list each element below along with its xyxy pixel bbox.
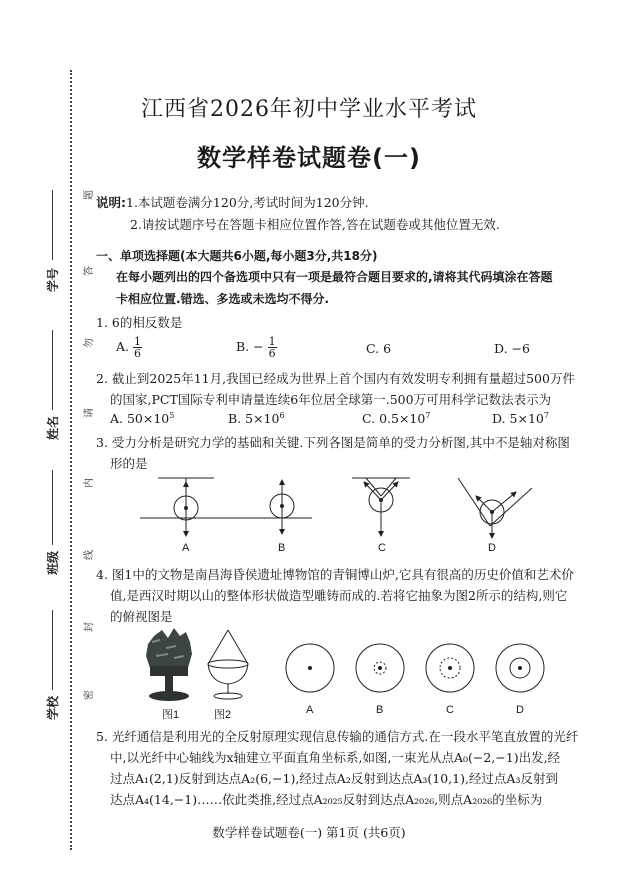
- q3-label-b: B: [278, 542, 286, 554]
- q4-fig2-label: 图2: [214, 709, 232, 721]
- section-instruction-2: 卡相应位置.错选、多选或未选均不得分.: [116, 292, 330, 306]
- q4-line3: 的俯视图是: [110, 609, 173, 624]
- q3-diagram-d: [458, 478, 532, 538]
- q1-option-c: C. 6: [366, 341, 392, 356]
- notes: [96, 193, 369, 211]
- q4-label-c: C: [446, 704, 454, 716]
- q3-label-a: A: [182, 542, 190, 554]
- q1-b-fraction: $\frac{1}{6}$: [268, 335, 276, 360]
- q3-line1: 3. 受力分析是研究力学的基础和关键.下列各图是简单的受力分析图,其中不是轴对称图: [96, 435, 570, 450]
- q4-label-a: A: [306, 704, 314, 716]
- exam-title: 江西省2026年初中学业水平考试: [141, 97, 477, 122]
- q1-a-fraction: $\frac{1}{6}$: [134, 335, 141, 360]
- field-class: 班级: [46, 550, 60, 575]
- q4-figure2-shape: [200, 628, 260, 706]
- field-name: 姓名: [46, 415, 60, 440]
- q4-view-b: [356, 644, 404, 692]
- section-heading: 一、单项选择题(本大题共6小题,每小题3分,共18分): [96, 249, 378, 263]
- q3-diagram-a: [158, 478, 214, 536]
- q3-diagram-b: [140, 480, 312, 534]
- q1-option-d: D. −6: [494, 341, 530, 356]
- q5-line1: 5. 光纤通信是利用光的全反射原理实现信息传输的通信方式.在一段水平笔直放置的光纤: [96, 729, 579, 744]
- q1-option-b: [236, 336, 277, 359]
- q3-diagram-c: [352, 478, 410, 536]
- q4-artifact-photo: [140, 628, 200, 706]
- binding-word-2: 答: [84, 266, 95, 276]
- q4-view-a: [286, 644, 334, 692]
- q5-line4: 达点A₄(14,−1)……依此类推,经过点A₂₀₂₅反射到达点A₂₀₂₆,则点A₂₀₂₆的坐标为: [110, 792, 543, 807]
- notes-label: 说明:: [96, 195, 126, 210]
- q1-stem: 1. 6的相反数是: [96, 315, 183, 330]
- binding-word-4: 请: [84, 408, 95, 418]
- binding-word-8: 密: [84, 690, 95, 700]
- section-instruction-1: 在每小题列出的四个备选项中只有一项是最符合题目要求的,请将其代码填涂在答题: [116, 270, 553, 284]
- q4-label-b: B: [376, 704, 384, 716]
- q4-top-views: [280, 640, 560, 700]
- notes-line1: 1.本试题卷满分120分,考试时间为120分钟.: [126, 195, 369, 210]
- q3-line2: 形的是: [110, 456, 148, 471]
- q2-line1: 2. 截止到2025年11月,我国已经成为世界上首个国内有效发明专利拥有量超过500万件: [96, 371, 575, 386]
- q3-force-diagrams: [140, 470, 540, 560]
- q5-line2: 中,以光纤中心轴线为x轴建立平面直角坐标系,如图,一束光从点A₀(−2,−1)出发,经: [110, 750, 561, 765]
- q3-label-c: C: [378, 542, 386, 554]
- paper-subtitle: 数学样卷试题卷(一): [197, 144, 421, 172]
- notes-line2: 2.请按试题序号在答题卡相应位置作答,答在试题卷或其他位置无效.: [130, 217, 500, 232]
- q4-label-d: D: [516, 704, 524, 716]
- q2-option-a: A. $50\times 10^5$: [110, 411, 175, 427]
- q2-option-d: D. $5\times 10^7$: [492, 411, 549, 427]
- q4-line2: 值,是西汉时期以山的整体形状做造型雕铸而成的.若将它抽象为图2所示的结构,则它: [110, 588, 568, 603]
- q2-option-b: B. $5\times 10^6$: [228, 411, 285, 427]
- q3-label-d: D: [488, 542, 496, 554]
- binding-word-5: 内: [84, 478, 95, 488]
- binding-word-1: 题: [84, 190, 95, 200]
- q4-view-c: [426, 644, 474, 692]
- binding-word-6: 线: [84, 550, 95, 560]
- field-school: 学校: [46, 695, 60, 720]
- field-student-id: 学号: [46, 267, 60, 292]
- q2-line2: 的国家,PCT国际专利申请量连续6年位居全球第一.500万可用科学记数法表示为: [110, 392, 552, 407]
- q1-b-label: B. −: [236, 339, 264, 354]
- q1-a-label: A.: [116, 339, 130, 354]
- q5-line3: 过点A₁(2,1)反射到达点A₂(6,−1),经过点A₂反射到达点A₃(10,1),经过点A₃反射到: [110, 771, 558, 786]
- binding-word-7: 封: [84, 622, 95, 632]
- q4-view-d: [496, 644, 544, 692]
- q2-option-c: C. $0.5\times 10^7$: [362, 411, 431, 427]
- binding-dotted-line: [70, 70, 72, 850]
- q4-line1: 4. 图1中的文物是南昌海昏侯遗址博物馆的青铜博山炉,它具有很高的历史价值和艺术价: [96, 567, 574, 582]
- binding-word-3: 勿: [84, 338, 95, 348]
- q1-option-a: [116, 336, 142, 359]
- page-footer: 数学样卷试题卷(一) 第1页 (共6页): [212, 825, 406, 840]
- q4-fig1-label: 图1: [162, 709, 180, 721]
